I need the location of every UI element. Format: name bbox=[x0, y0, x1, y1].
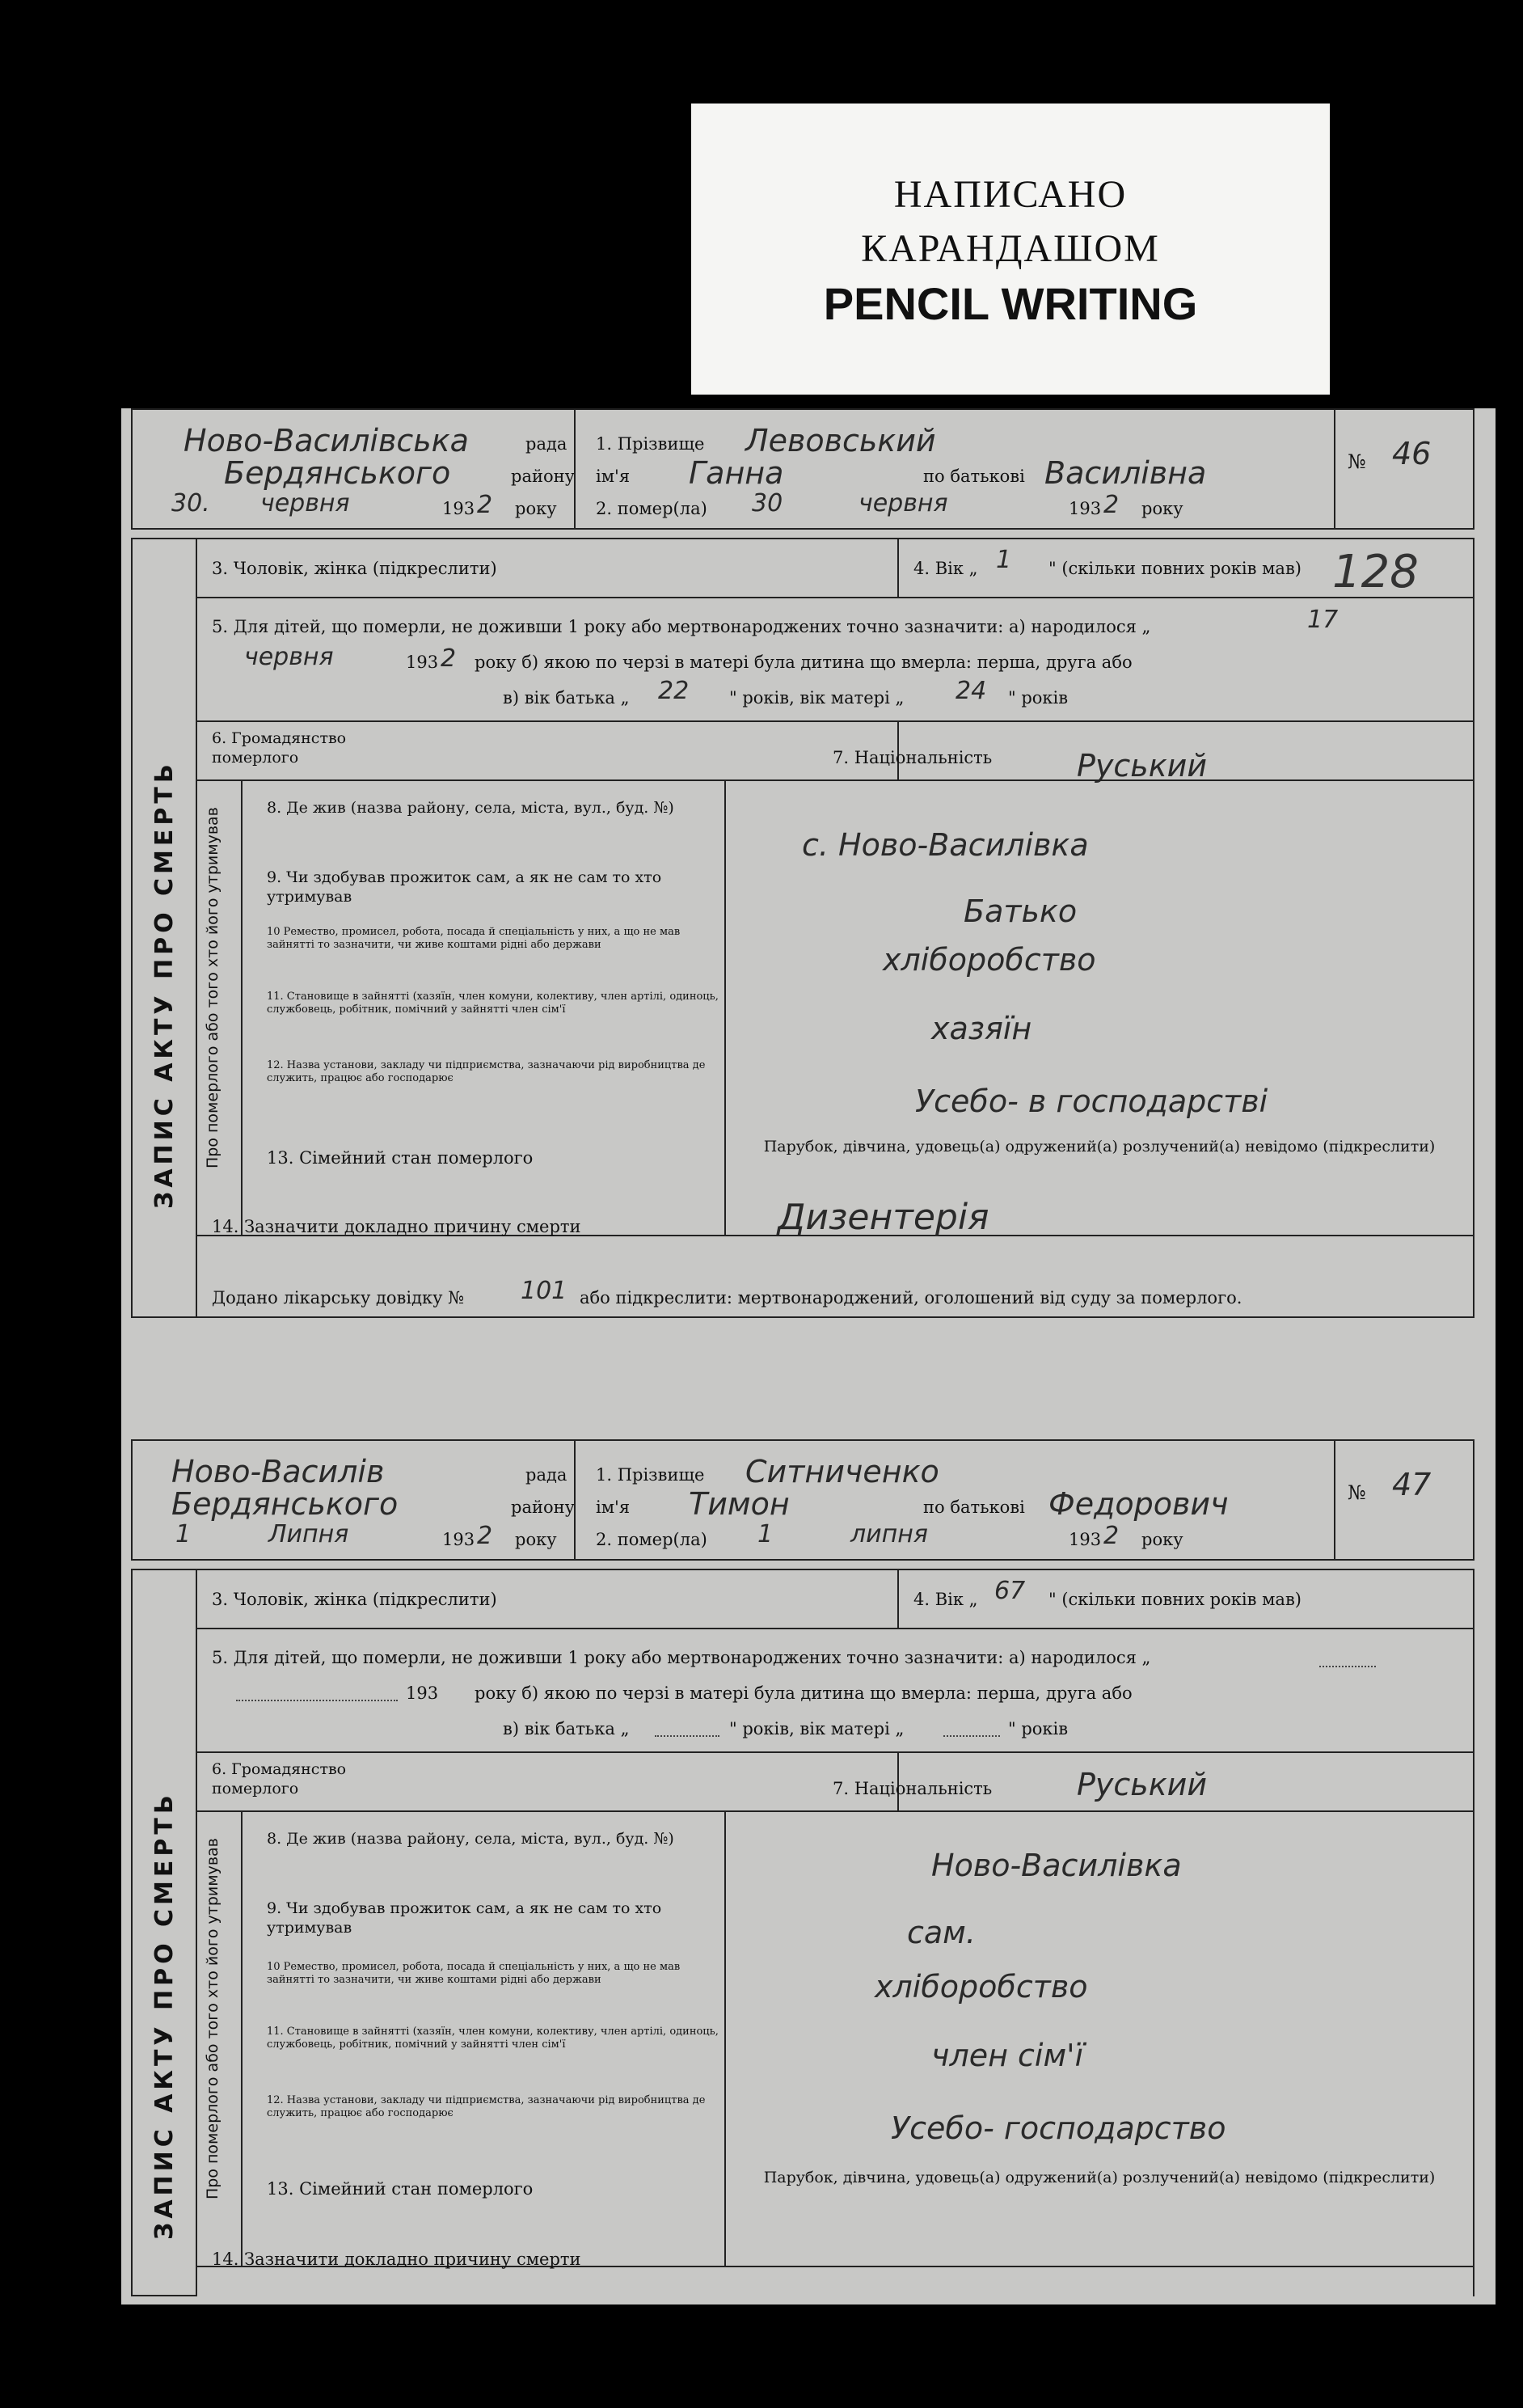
surname-value: Ситниченко bbox=[745, 1454, 939, 1489]
roku-label: року bbox=[515, 499, 557, 518]
surname-label: 1. Прізвище bbox=[596, 1465, 705, 1485]
patronymic-value: Федорович bbox=[1048, 1486, 1229, 1522]
q8-label: 8. Де жив (назва району, села, міста, вул., буд. №) bbox=[267, 799, 674, 817]
patronymic-value: Василівна bbox=[1044, 455, 1207, 491]
q8-label: 8. Де жив (назва району, села, міста, вул., буд. №) bbox=[267, 1830, 674, 1848]
date-day-value: 30. bbox=[171, 489, 210, 518]
workplace-value: Усебо- в господарстві bbox=[915, 1084, 1268, 1119]
occupation-value: хліборобство bbox=[875, 1969, 1088, 2005]
infants-line-1: 5. Для дітей, що померли, не доживши 1 року або мертвонароджених точно зазначити: а) народилося „ bbox=[212, 1648, 1151, 1667]
q12-label: 12. Назва установи, закладу чи підприємства, зазначаючи рід виробництва де служить, працює або господарює bbox=[267, 1059, 706, 1084]
first-name-value: Тимон bbox=[689, 1486, 790, 1522]
died-year-label: 193 bbox=[1069, 499, 1102, 518]
medical-cert-number: 101 bbox=[521, 1277, 567, 1305]
occupation-value: хліборобство bbox=[883, 942, 1096, 978]
nationality-value: Руський bbox=[1077, 1767, 1208, 1802]
date-year-digit: 2 bbox=[477, 1522, 493, 1550]
q12-label: 12. Назва установи, закладу чи підприємства, зазначаючи рід виробництва де служить, працює або господарює bbox=[267, 2094, 706, 2119]
date-month-value: червня bbox=[260, 489, 350, 518]
died-label: 2. помер(ла) bbox=[596, 499, 707, 518]
record-number-value: 47 bbox=[1392, 1467, 1432, 1502]
age-suffix: " (скільки повних років мав) bbox=[1048, 1590, 1302, 1609]
roku-label: року bbox=[515, 1530, 557, 1549]
side-subtitle: Про померлого або того хто його утримував bbox=[204, 1838, 221, 2199]
side-title: ЗАПИС АКТУ ПРО СМЕРТЬ bbox=[150, 760, 179, 1209]
margin-number: 128 bbox=[1332, 546, 1419, 598]
raion-value: Бердянського bbox=[224, 455, 451, 491]
born-day-blank bbox=[1319, 1666, 1376, 1667]
pencil-writing-label bbox=[691, 104, 1330, 395]
rada-value: Ново-Василів bbox=[171, 1454, 385, 1489]
raion-label: району bbox=[511, 1498, 575, 1517]
side-title: ЗАПИС АКТУ ПРО СМЕРТЬ bbox=[150, 1791, 179, 2240]
father-age-label: в) вік батька „ bbox=[503, 1719, 630, 1738]
nationality-label: 7. Національність bbox=[833, 748, 993, 767]
record-number-label: № bbox=[1348, 1481, 1366, 1504]
position-value: хазяїн bbox=[931, 1011, 1032, 1046]
raion-value: Бердянського bbox=[171, 1486, 399, 1522]
cause-value: Дизентерія bbox=[778, 1197, 989, 1238]
residence-value: Ново-Василівка bbox=[931, 1848, 1182, 1883]
age-value: 1 bbox=[996, 546, 1012, 574]
q13-label: 13. Сімейний стан померлого bbox=[267, 1148, 534, 1168]
father-age-label: в) вік батька „ bbox=[503, 688, 630, 708]
years-label: " років bbox=[1008, 1719, 1069, 1738]
father-age-value: 22 bbox=[658, 677, 690, 705]
father-age-blank bbox=[655, 1735, 719, 1737]
died-roku-label: року bbox=[1141, 499, 1183, 518]
label-line-ukrainian-2: КАРАНДАШОМ bbox=[861, 227, 1160, 270]
rada-label: рада bbox=[525, 1465, 567, 1485]
q13-options: Парубок, дівчина, удовець(а) одружений(а) розлучений(а) невідомо (підкреслити) bbox=[763, 2169, 1436, 2186]
mother-age-label: " років, вік матері „ bbox=[729, 688, 905, 708]
supported-by-value: сам. bbox=[907, 1915, 976, 1950]
record-number-value: 46 bbox=[1392, 436, 1432, 471]
date-year-label: 193 bbox=[442, 1530, 475, 1549]
mother-age-value: 24 bbox=[956, 677, 987, 705]
date-month-value: Липня bbox=[268, 1520, 349, 1548]
date-year-digit: 2 bbox=[477, 491, 493, 519]
born-day-value: 17 bbox=[1307, 606, 1339, 634]
residence-value: с. Ново-Василівка bbox=[802, 827, 1089, 863]
q13-options: Парубок, дівчина, удовець(а) одружений(а) розлучений(а) невідомо (підкреслити) bbox=[763, 1138, 1436, 1155]
years-label: " років bbox=[1008, 688, 1069, 708]
patronymic-label: по батькові bbox=[923, 467, 1025, 486]
q10-label: 10 Ремество, промисел, робота, посада й спеціальність у них, а що не мав зайнятті то зазначити, чи живе коштами рідні або держави bbox=[267, 926, 681, 951]
label-line-ukrainian-1: НАПИСАНО bbox=[893, 173, 1128, 216]
mother-age-blank bbox=[943, 1735, 1000, 1737]
age-label: 4. Вік „ bbox=[913, 1590, 978, 1609]
surname-label: 1. Прізвище bbox=[596, 434, 705, 454]
q14-label: 14. Зазначити докладно причину смерти bbox=[212, 2250, 581, 2269]
mother-age-label: " років, вік матері „ bbox=[729, 1719, 905, 1738]
sex-label: 3. Чоловік, жінка (підкреслити) bbox=[212, 1590, 497, 1609]
q11-label: 11. Становище в зайнятті (хазяїн, член комуни, колективу, член артілі, одиноць, службовець, робітник, помічний у зайнятті член сім'ї bbox=[267, 2026, 719, 2051]
died-day-value: 1 bbox=[757, 1520, 774, 1548]
died-month-value: червня bbox=[859, 489, 948, 518]
rada-value: Ново-Василівська bbox=[184, 423, 469, 458]
infants-line-2: року б) якою по черзі в матері була дитина що вмерла: перша, друга або bbox=[475, 653, 1133, 672]
infants-line-1: 5. Для дітей, що померли, не доживши 1 року або мертвонароджених точно зазначити: а) народилося „ bbox=[212, 617, 1151, 636]
date-day-value: 1 bbox=[175, 1520, 192, 1548]
q11-label: 11. Становище в зайнятті (хазяїн, член комуни, колективу, член артілі, одиноць, службовець, робітник, помічний у зайнятті член сім'ї bbox=[267, 991, 719, 1016]
died-roku-label: року bbox=[1141, 1530, 1183, 1549]
born-month-blank bbox=[236, 1700, 398, 1701]
born-month-value: червня bbox=[244, 643, 334, 671]
died-year-digit: 2 bbox=[1103, 1522, 1120, 1550]
age-value: 67 bbox=[994, 1577, 1026, 1605]
infants-year-label: 193 bbox=[406, 1683, 439, 1703]
date-year-label: 193 bbox=[442, 499, 475, 518]
death-record-2 bbox=[131, 1439, 1474, 2296]
q9-label: 9. Чи здобував прожиток сам, а як не сам то хто утримував bbox=[267, 868, 662, 906]
raion-label: району bbox=[511, 467, 575, 486]
died-year-digit: 2 bbox=[1103, 491, 1120, 519]
died-day-value: 30 bbox=[752, 489, 783, 518]
citizenship-label: 6. Громадянство померлого bbox=[212, 1760, 347, 1798]
label-line-english: PENCIL WRITING bbox=[823, 278, 1198, 329]
q14-label: 14. Зазначити докладно причину смерти bbox=[212, 1217, 581, 1236]
medical-cert-note: або підкреслити: мертвонароджений, оголошений від суду за померлого. bbox=[580, 1288, 1242, 1308]
nationality-value: Руський bbox=[1077, 748, 1208, 784]
born-year-digit: 2 bbox=[441, 644, 457, 673]
q13-label: 13. Сімейний стан померлого bbox=[267, 2179, 534, 2199]
supported-by-value: Батько bbox=[964, 893, 1078, 929]
first-name-label: ім'я bbox=[596, 467, 631, 486]
side-subtitle: Про померлого або того хто його утримував bbox=[204, 807, 221, 1168]
rada-label: рада bbox=[525, 434, 567, 454]
q10-label: 10 Ремество, промисел, робота, посада й спеціальність у них, а що не мав зайнятті то зазначити, чи живе коштами рідні або держави bbox=[267, 1961, 681, 1986]
cause-box bbox=[196, 2266, 1474, 2296]
medical-cert-label: Додано лікарську довідку № bbox=[212, 1288, 465, 1308]
first-name-value: Ганна bbox=[689, 455, 784, 491]
q9-label: 9. Чи здобував прожиток сам, а як не сам то хто утримував bbox=[267, 1899, 662, 1937]
death-record-1 bbox=[131, 408, 1474, 1318]
age-label: 4. Вік „ bbox=[913, 559, 978, 578]
workplace-value: Усебо- господарство bbox=[891, 2110, 1226, 2146]
infants-year-label: 193 bbox=[406, 653, 439, 672]
position-value: член сім'ї bbox=[931, 2038, 1084, 2073]
infants-line-2: року б) якою по черзі в матері була дитина що вмерла: перша, друга або bbox=[475, 1683, 1133, 1703]
patronymic-label: по батькові bbox=[923, 1498, 1025, 1517]
citizenship-label: 6. Громадянство померлого bbox=[212, 729, 347, 767]
died-month-value: липня bbox=[850, 1520, 928, 1548]
record-number-label: № bbox=[1348, 450, 1366, 473]
nationality-label: 7. Національність bbox=[833, 1779, 993, 1798]
died-year-label: 193 bbox=[1069, 1530, 1102, 1549]
died-label: 2. помер(ла) bbox=[596, 1530, 707, 1549]
age-suffix: " (скільки повних років мав) bbox=[1048, 559, 1302, 578]
surname-value: Левовський bbox=[745, 423, 936, 458]
sex-label: 3. Чоловік, жінка (підкреслити) bbox=[212, 559, 497, 578]
first-name-label: ім'я bbox=[596, 1498, 631, 1517]
